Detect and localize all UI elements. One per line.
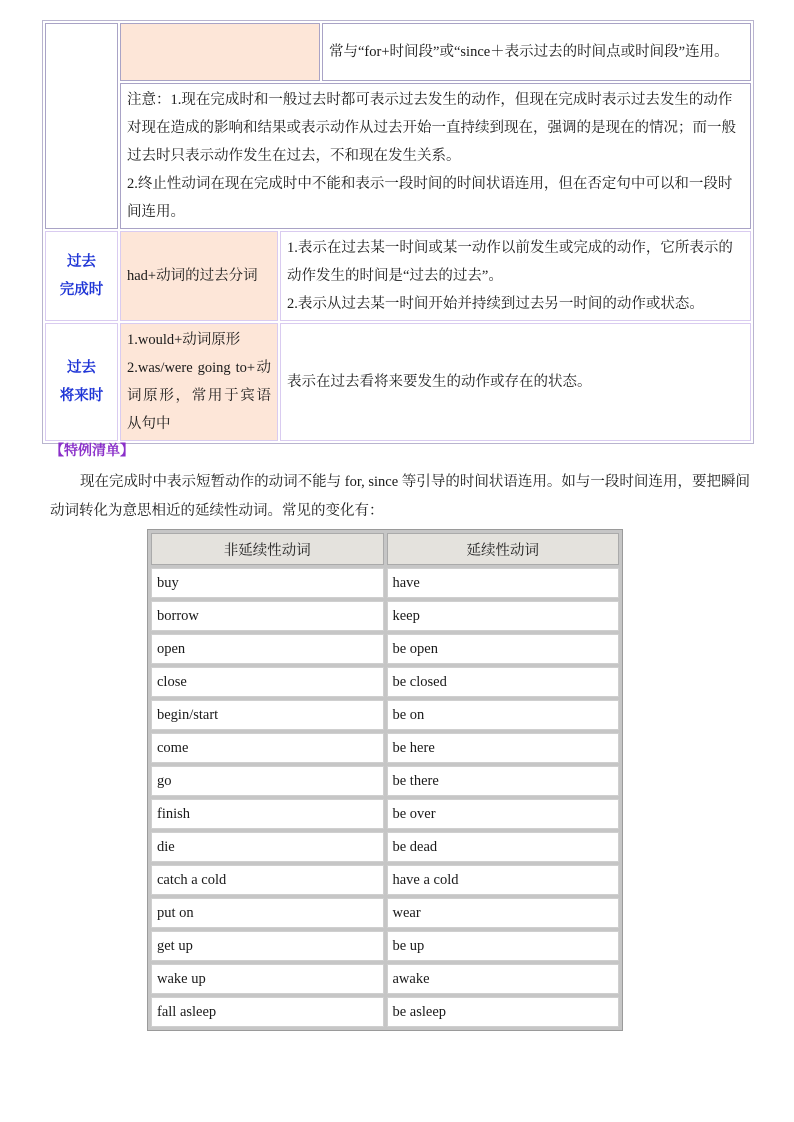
continuous-verb: be open — [387, 634, 620, 664]
past-perfect-row — [45, 231, 751, 321]
table-row — [151, 931, 619, 961]
continuous-verb: be there — [387, 766, 620, 796]
table-row — [151, 568, 619, 598]
table-row — [151, 898, 619, 928]
past-future-form-1: 1.would+动词原形 — [127, 332, 241, 348]
non-continuous-verb: close — [151, 667, 384, 697]
table-row — [151, 997, 619, 1027]
non-continuous-verb: fall asleep — [151, 997, 384, 1027]
non-continuous-verb: finish — [151, 799, 384, 829]
non-continuous-verb: begin/start — [151, 700, 384, 730]
continuous-verb: be closed — [387, 667, 620, 697]
note-line-2: 2.终止性动词在现在完成时中不能和表示一段时间的时间状语连用，但在否定句中可以和一段时间连用。 — [127, 176, 733, 220]
table-row — [151, 601, 619, 631]
continuous-verb: wear — [387, 898, 620, 928]
table-row — [151, 964, 619, 994]
non-continuous-verb: catch a cold — [151, 865, 384, 895]
present-perfect-note-cell — [120, 83, 751, 229]
table-row — [151, 634, 619, 664]
table-row — [151, 799, 619, 829]
past-future-row — [45, 323, 751, 441]
continuous-verb: have — [387, 568, 620, 598]
continuous-verb: awake — [387, 964, 620, 994]
table-row — [151, 865, 619, 895]
past-perfect-usage-2: 2.表示从过去某一时间开始并持续到过去另一时间的动作或状态。 — [287, 296, 704, 312]
present-perfect-usage-cell: 常与“for+时间段”或“since＋表示过去的时间点或时间段”连用。 — [322, 23, 751, 81]
non-continuous-verb: borrow — [151, 601, 384, 631]
past-future-form — [120, 323, 278, 441]
continuous-verb: be dead — [387, 832, 620, 862]
non-continuous-verb: put on — [151, 898, 384, 928]
table-row — [151, 700, 619, 730]
grammar-table — [42, 20, 754, 444]
past-future-form-2: 2.was/were going to+动词原形，常用于宾语从句中 — [127, 360, 271, 432]
continuous-verb: be over — [387, 799, 620, 829]
continuous-verb: be on — [387, 700, 620, 730]
non-continuous-verb: wake up — [151, 964, 384, 994]
past-perfect-label — [45, 231, 118, 321]
continuous-verb: be asleep — [387, 997, 620, 1027]
present-perfect-label-cell — [45, 23, 118, 229]
present-perfect-form-cell — [120, 23, 320, 81]
table-row — [151, 667, 619, 697]
verb-table — [147, 529, 623, 1031]
header-non-continuous: 非延续性动词 — [151, 533, 384, 565]
table-row — [151, 766, 619, 796]
non-continuous-verb: get up — [151, 931, 384, 961]
table-row — [151, 733, 619, 763]
special-paragraph: 现在完成时中表示短暂动作的动词不能与 for, since 等引导的时间状语连用。如与一段时间连用，要把瞬间动词转化为意思相近的延续性动词。常见的变化有： — [50, 474, 750, 519]
continuous-verb: have a cold — [387, 865, 620, 895]
past-future-label-line2: 将来时 — [59, 388, 104, 404]
continuous-verb: be here — [387, 733, 620, 763]
verb-table-header — [151, 533, 619, 565]
non-continuous-verb: die — [151, 832, 384, 862]
special-heading: 【特例清单】 — [50, 442, 134, 458]
table-row — [151, 832, 619, 862]
non-continuous-verb: buy — [151, 568, 384, 598]
continuous-verb: be up — [387, 931, 620, 961]
note-line-1: 注意：1.现在完成时和一般过去时都可表示过去发生的动作，但现在完成时表示过去发生的动作对现在造成的影响和结果或表示动作从过去开始一直持续到现在，强调的是现在的情况；而一般过去时只表示动作发生在过去，不和现在发生关系。 — [127, 92, 736, 164]
present-perfect-usage-row — [45, 23, 751, 81]
non-continuous-verb: open — [151, 634, 384, 664]
past-future-label-line1: 过去 — [67, 360, 96, 376]
past-perfect-label-line2: 完成时 — [59, 282, 104, 298]
present-perfect-note-row — [45, 83, 751, 229]
past-perfect-form: had+动词的过去分词 — [120, 231, 278, 321]
past-perfect-usage — [280, 231, 751, 321]
non-continuous-verb: come — [151, 733, 384, 763]
continuous-verb: keep — [387, 601, 620, 631]
non-continuous-verb: go — [151, 766, 384, 796]
past-perfect-usage-1: 1.表示在过去某一时间或某一动作以前发生或完成的动作，它所表示的动作发生的时间是“过去的过去”。 — [287, 240, 733, 284]
past-perfect-label-line1: 过去 — [67, 254, 96, 270]
past-future-usage: 表示在过去看将来要发生的动作或存在的状态。 — [280, 323, 751, 441]
header-continuous: 延续性动词 — [387, 533, 620, 565]
past-future-label — [45, 323, 118, 441]
